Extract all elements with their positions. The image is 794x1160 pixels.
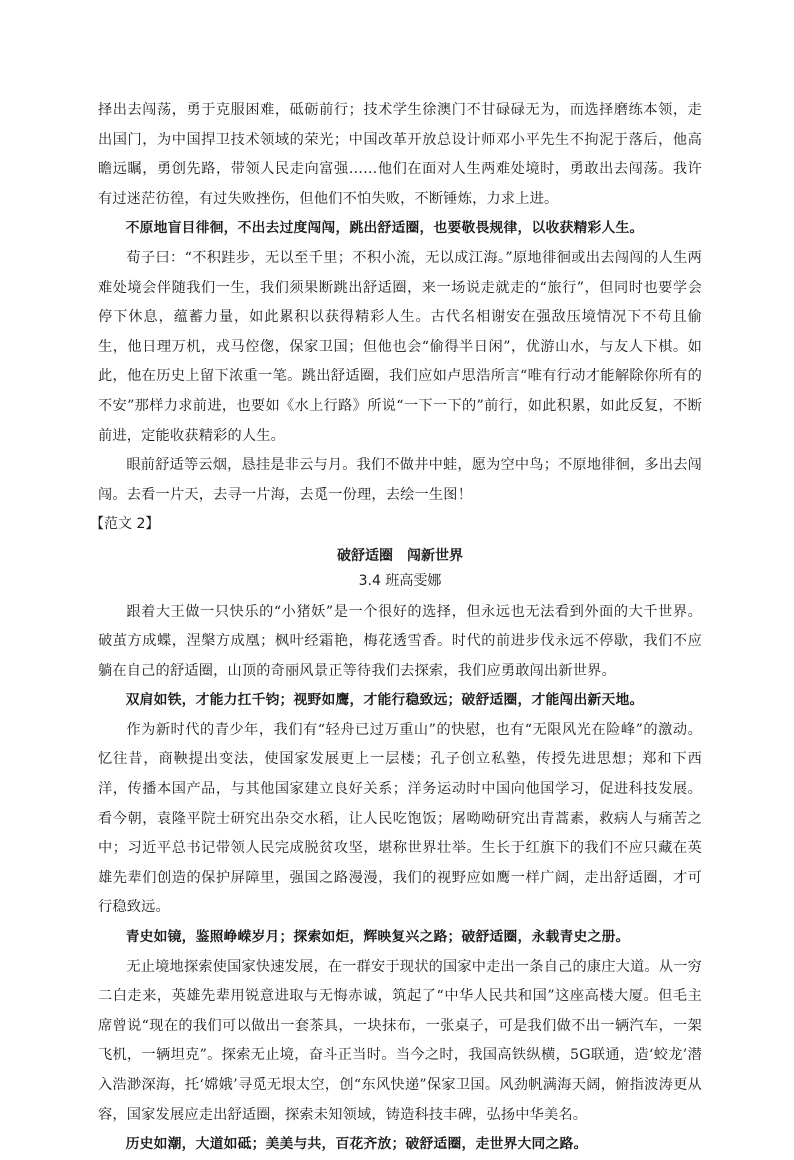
essay2-paragraph-exploration: 无止境地探索使国家快速发展，在一群安于现状的国家中走出一条自己的康庄大道。从一穷二白走来，英雄先辈用锐意进取与无悔赤诚，筑起了“中华人民共和国”这座高楼大厦。但毛主席曾说“现在的我们可以做出一套茶具，一块抹布，一张桌子，可是我们做不出一辆汽车，一架飞机，一辆坦克”。探索无止境，奋斗正当时。当今之时，我国高铁纵横，5G联通，造‘蛟龙’潜入浩渺深海，托‘嫦娥’寻觅无垠太空，创“东风快递”保家卫国。风劲帆满海天阔，俯指波涛更从容，国家发展应走出舒适圈，探索未知领域，铸造科技丰碑，弘扬中华美名。	[98, 958, 702, 1123]
essay2-thesis-2: 青史如镜，鉴照峥嵘岁月；探索如炬，辉映复兴之路；破舒适圈，永载青史之册。	[125, 929, 630, 946]
essay2-author: 3.4 班高雯娜	[358, 572, 442, 589]
essay2-thesis-3: 历史如潮，大道如砥；美美与共，百花齐放；破舒适圈，走世界大同之路。	[125, 1136, 588, 1153]
essay2-paragraph-history: 作为新时代的青少年，我们有“轻舟已过万重山”的快慰，也有“无限风光在险峰”的激动。忆往昔，商鞅提出变法，使国家发展更上一层楼；孔子创立私塾，传授先进思想；郑和下西洋，传播本国产品，与其他国家建立良好关系；洋务运动时中国向他国学习，促进科技发展。看今朝，袁隆平院士研究出杂交水稻，让人民吃饱饭；屠呦呦研究出青蒿素，救病人与痛苦之中；习近平总书记带领人民完成脱贫攻坚，堪称世界壮举。生长于红旗下的我们不应只藏在英雄先辈们创造的保护屏障里，强国之路漫漫，我们的视野应如鹰一样广阔，走出舒适圈，才可行稳致远。	[98, 721, 702, 916]
essay2-intro: 跟着大王做一只快乐的“小猪妖”是一个很好的选择，但永远也无法看到外面的大千世界。破茧方成蝶，涅槃方成凰；枫叶经霜艳，梅花透雪香。时代的前进步伐永远不停歇，我们不应躺在自己的舒适圈，山顶的奇丽风景正等待我们去探索，我们应勇敢闯出新世界。	[98, 603, 702, 679]
sample-essay-label: 【范文 2】	[90, 516, 160, 533]
essay1-conclusion: 眼前舒适等云烟，恳挂是非云与月。我们不做井中蛙，愿为空中鸟；不原地徘徊，多出去闯闯。去看一片天，去寻一片海，去觅一份理，去绘一生图！	[98, 457, 702, 503]
essay2-thesis-1: 双肩如铁，才能力扛千钧；视野如鹰，才能行稳致远；破舒适圈，才能闯出新天地。	[125, 692, 644, 709]
essay1-paragraph-examples: 择出去闯荡，勇于克服困难，砥砺前行；技术学生徐澳门不甘碌碌无为，而选择磨练本领，走出国门，为中国捍卫技术领域的荣光；中国改革开放总设计师邓小平先生不拘泥于落后，他高瞻远瞩，勇创先路，带领人民走向富强……他们在面对人生两难处境时，勇敢出去闯荡。我许有过迷茫彷徨，有过失败挫伤，但他们不怕失败，不断锤炼，力求上进。	[98, 102, 702, 207]
essay1-paragraph-xunzi: 荀子曰：“不积跬步，无以至千里；不积小流，无以成江海。”原地徘徊或出去闯闯的人生两难处境会伴随我们一生，我们须果断跳出舒适圈，来一场说走就走的“旅行”，但同时也要学会停下休息，蕴蓄力量，如此累积以获得精彩人生。古代名相谢安在强敌压境情况下不苟且偷生，他日理万机，戎马倥偬，保家卫国；但他也会“偷得半日闲”，优游山水，与友人下棋。如此，他在历史上留下浓重一笔。跳出舒适圈，我们应如卢思浩所言“唯有行动才能解除你所有的不安”那样力求前进，也要如《水上行路》所说“一下一下的”前行，如此积累，如此反复，不断前进，定能收获精彩的人生。	[98, 249, 702, 444]
essay1-thesis-bold: 不原地盲目徘徊，不出去过度闯闯，跳出舒适圈，也要敬畏规律，以收获精彩人生。	[125, 220, 644, 237]
essay2-title: 破舒适圈 闯新世界	[337, 547, 463, 564]
